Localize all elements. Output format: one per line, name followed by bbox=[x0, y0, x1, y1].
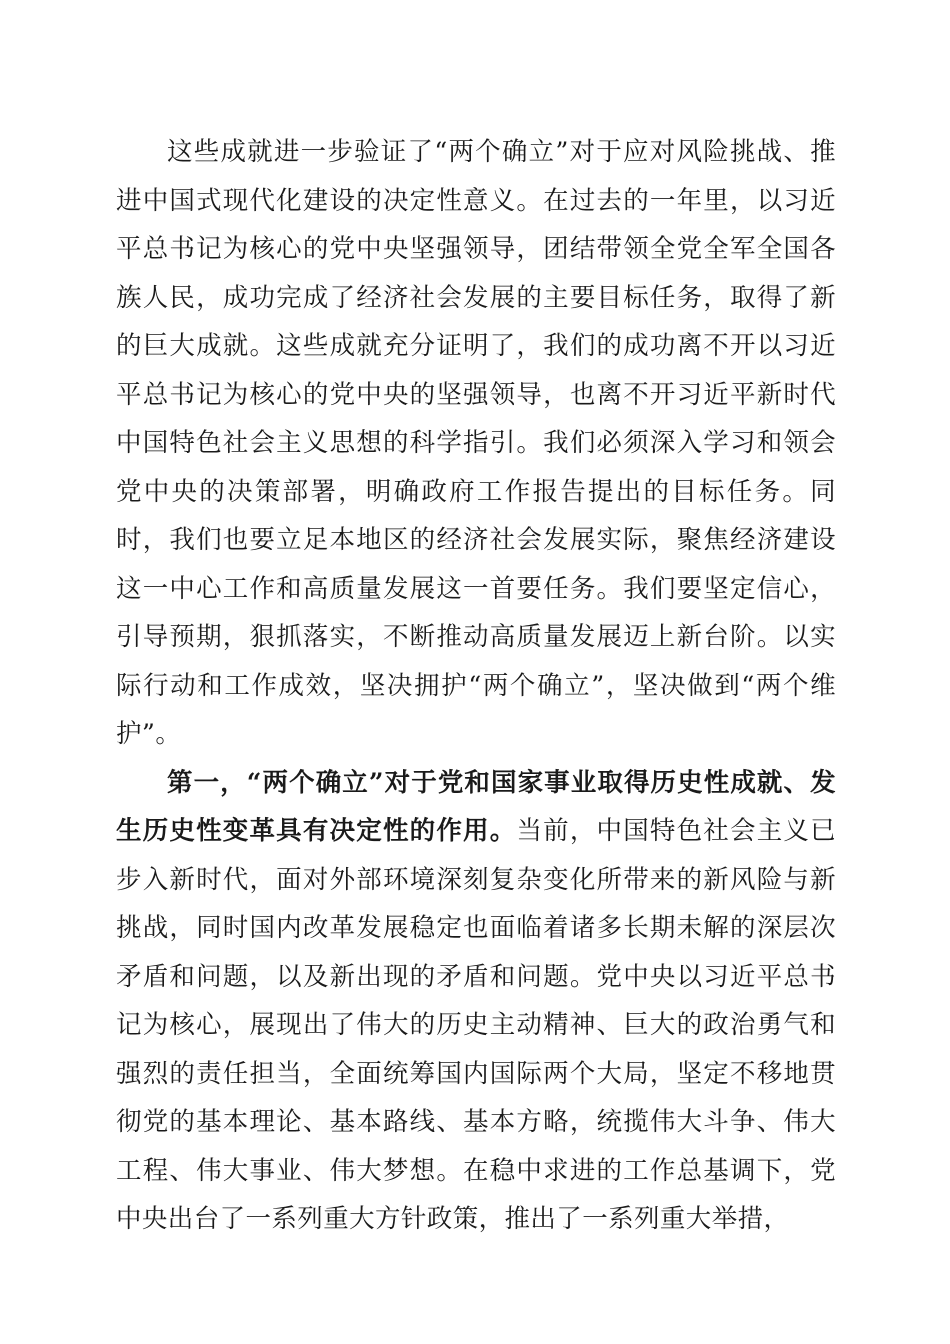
document-body bbox=[116, 128, 836, 1244]
paragraph-first-point-lead: 第一，“两个确立”对于党和国家事业取得历史性成就、发生历史性变革具有决定性的作用。 bbox=[116, 767, 836, 846]
paragraph-achievements: 这些成就进一步验证了“两个确立”对于应对风险挑战、推进中国式现代化建设的决定性意义。在过去的一年里，以习近平总书记为核心的党中央坚强领导，团结带领全党全军全国各族人民，成功完成了经济社会发展的主要目标任务，取得了新的巨大成就。这些成就充分证明了，我们的成功离不开以习近平总书记为核心的党中央的坚强领导，也离不开习近平新时代中国特色社会主义思想的科学指引。我们必须深入学习和领会党中央的决策部署，明确政府工作报告提出的目标任务。同时，我们也要立足本地区的经济社会发展实际，聚焦经济建设这一中心工作和高质量发展这一首要任务。我们要坚定信心，引导预期，狠抓落实，不断推动高质量发展迈上新台阶。以实际行动和工作成效，坚决拥护“两个确立”，坚决做到“两个维护”。 bbox=[116, 137, 836, 749]
paragraph-first-point bbox=[116, 759, 836, 1244]
paragraph-first-point-body: 当前，中国特色社会主义已步入新时代，面对外部环境深刻复杂变化所带来的新风险与新挑战，同时国内改革发展稳定也面临着诸多长期未解的深层次矛盾和问题，以及新出现的矛盾和问题。党中央以习近平总书记为核心，展现出了伟大的历史主动精神、巨大的政治勇气和强烈的责任担当，全面统筹国内国际两个大局，坚定不移地贯彻党的基本理论、基本路线、基本方略，统揽伟大斗争、伟大工程、伟大事业、伟大梦想。在稳中求进的工作总基调下，党中央出台了一系列重大方针政策，推出了一系列重大举措， bbox=[116, 816, 836, 1234]
